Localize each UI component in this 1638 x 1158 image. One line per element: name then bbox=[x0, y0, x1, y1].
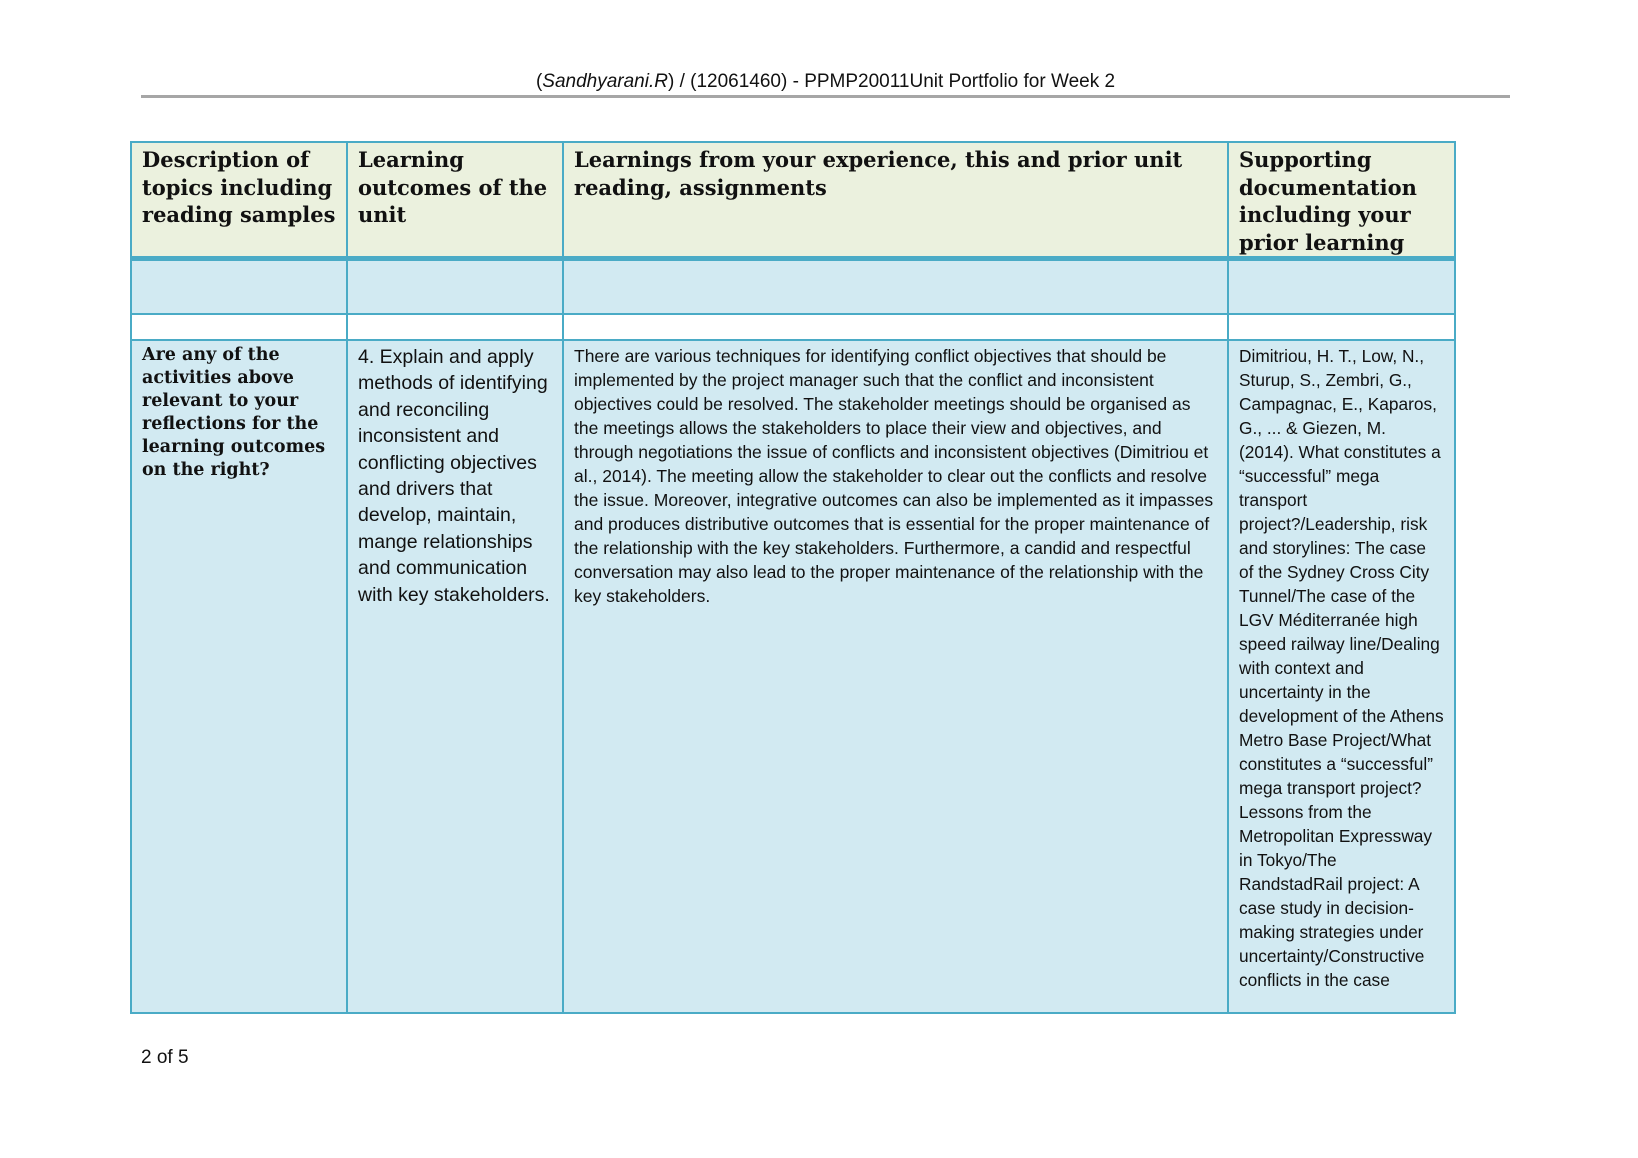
question-cell: Are any of the activities above relevant to your reflections for the learning outcomes on the right? bbox=[131, 340, 347, 1013]
header-cell-learnings: Learnings from your experience, this and prior unit reading, assignments bbox=[563, 142, 1228, 259]
empty-cell bbox=[347, 259, 563, 315]
table-row-reflection bbox=[131, 340, 1455, 1013]
spacer-cell bbox=[563, 314, 1228, 340]
spacer-cell bbox=[1228, 314, 1455, 340]
empty-cell bbox=[563, 259, 1228, 315]
learning-outcome-cell: 4. Explain and apply methods of identifying and reconciling inconsistent and conflicting objectives and drivers that develop, maintain, mange relationships and communication with key stakeholders. bbox=[347, 340, 563, 1013]
page-number: 2 of 5 bbox=[141, 1047, 189, 1068]
header-cell-description: Description of topics including reading samples bbox=[131, 142, 347, 259]
header-cell-supporting: Supporting documentation including your prior learning bbox=[1228, 142, 1455, 259]
header-author: Sandhyarani.R bbox=[542, 71, 668, 92]
empty-cell bbox=[1228, 259, 1455, 315]
spacer-cell bbox=[347, 314, 563, 340]
spacer-cell bbox=[131, 314, 347, 340]
portfolio-table bbox=[130, 141, 1456, 1014]
header-open-paren: ( bbox=[535, 71, 543, 92]
empty-cell bbox=[131, 259, 347, 315]
header-rule bbox=[141, 95, 1510, 98]
table-row-empty bbox=[131, 259, 1455, 315]
header-title: ) / (12061460) - PPMP20011Unit Portfolio for Week 2 bbox=[667, 71, 1116, 92]
table-header-row bbox=[131, 142, 1455, 259]
table-row-spacer bbox=[131, 314, 1455, 340]
supporting-documentation-cell: Dimitriou, H. T., Low, N., Sturup, S., Zembri, G., Campagnac, E., Kaparos, G., ... & Giezen, M. (2014). What constitutes a “successful” mega transport project?/Leadership, risk and storylines: The case of the Sydney Cross City Tunnel/The case of the LGV Méditerranée high speed railway line/Dealing with context and uncertainty in the development of the Athens Metro Base Project/What constitutes a “successful” mega transport project? Lessons from the Metropolitan Expressway in Tokyo/The RandstadRail project: A case study in decision-making strategies under uncertainty/Constructive conflicts in the case bbox=[1228, 340, 1455, 1013]
learnings-cell: There are various techniques for identifying conflict objectives that should be implemented by the project manager such that the conflict and inconsistent objectives could be resolved. The stakeholder meetings should be organised as the meetings allows the stakeholders to place their view and objectives, and through negotiations the issue of conflicts and inconsistent objectives (Dimitriou et al., 2014). The meeting allow the stakeholder to clear out the conflicts and resolve the issue. Moreover, integrative outcomes can also be implemented as it impasses and produces distributive outcomes that is essential for the proper maintenance of the relationship with the key stakeholders. Furthermore, a candid and respectful conversation may also lead to the proper maintenance of the relationship with the key stakeholders. bbox=[563, 340, 1228, 1013]
header-cell-outcomes: Learning outcomes of the unit bbox=[347, 142, 563, 259]
page-header bbox=[141, 68, 1510, 96]
